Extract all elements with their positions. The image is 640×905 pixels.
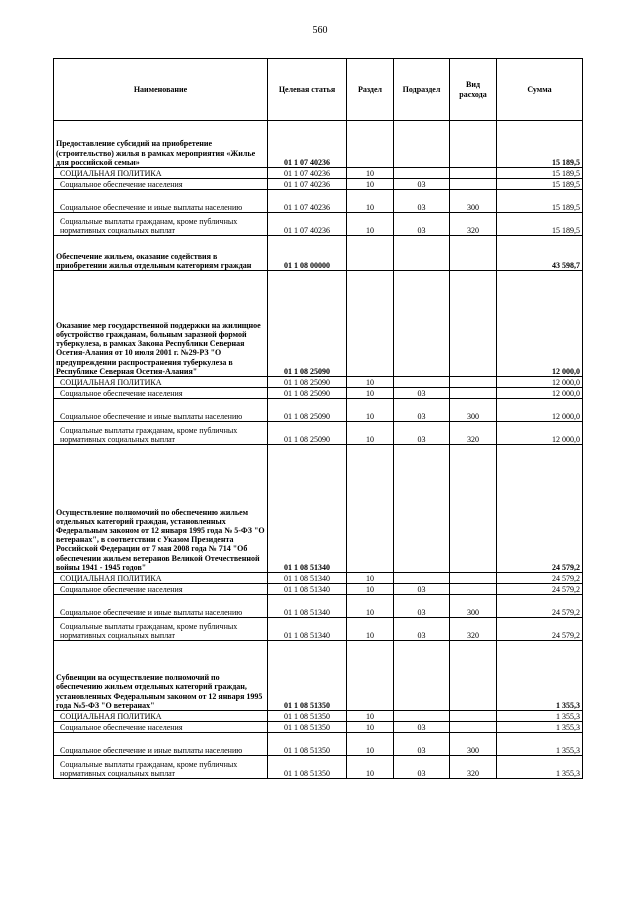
row-section (347, 121, 394, 168)
row-section: 10 (347, 190, 394, 213)
row-amount: 15 189,5 (497, 213, 583, 236)
row-target: 01 1 08 25090 (268, 271, 347, 377)
row-target: 01 1 08 51350 (268, 722, 347, 733)
row-target: 01 1 08 51340 (268, 595, 347, 618)
row-amount: 15 189,5 (497, 179, 583, 190)
row-expense-type (450, 271, 497, 377)
row-section (347, 641, 394, 711)
row-target: 01 1 08 51340 (268, 618, 347, 641)
row-expense-type: 300 (450, 190, 497, 213)
row-subsection (394, 445, 450, 573)
row-expense-type (450, 168, 497, 179)
row-target: 01 1 07 40236 (268, 179, 347, 190)
table-row (54, 756, 583, 779)
row-name: Социальные выплаты гражданам, кроме публичных нормативных социальных выплат (54, 422, 268, 445)
row-amount: 24 579,2 (497, 445, 583, 573)
row-name: Осуществление полномочий по обеспечению жильем отдельных категорий граждан, установленных Федеральным законом от 12 января 1995 года № 5-ФЗ "О ветеранах", в соответствии с Указом Президента Российской Федерации от 7 мая 2008 года № 714 "Об обеспечении жильем ветеранов Великой Отечественной войны 1941 - 1945 годов" (54, 445, 268, 573)
row-amount: 12 000,0 (497, 377, 583, 388)
row-subsection: 03 (394, 179, 450, 190)
row-expense-type: 300 (450, 733, 497, 756)
row-amount: 15 189,5 (497, 168, 583, 179)
row-amount: 12 000,0 (497, 271, 583, 377)
row-subsection (394, 168, 450, 179)
row-target: 01 1 08 00000 (268, 236, 347, 271)
row-expense-type (450, 641, 497, 711)
row-section: 10 (347, 179, 394, 190)
row-amount: 12 000,0 (497, 388, 583, 399)
row-section: 10 (347, 168, 394, 179)
row-name: СОЦИАЛЬНАЯ ПОЛИТИКА (54, 168, 268, 179)
row-expense-type (450, 388, 497, 399)
row-section: 10 (347, 573, 394, 584)
row-subsection: 03 (394, 388, 450, 399)
row-section: 10 (347, 584, 394, 595)
row-section (347, 236, 394, 271)
row-name: Социальное обеспечение населения (54, 722, 268, 733)
table-row (54, 641, 583, 711)
row-amount: 15 189,5 (497, 190, 583, 213)
row-amount: 24 579,2 (497, 584, 583, 595)
row-subsection (394, 377, 450, 388)
row-section: 10 (347, 213, 394, 236)
table-row (54, 213, 583, 236)
row-name: Оказание мер государственной поддержки на жилищное обустройство гражданам, больным заразной формой туберкулеза, в рамках Закона Республики Северная Осетия-Алания от 10 июля 2001 г. №29-РЗ "О предупреждении распространения туберкулеза в Республике Северная Осетия-Алания" (54, 271, 268, 377)
row-target: 01 1 08 51340 (268, 584, 347, 595)
row-expense-type (450, 236, 497, 271)
row-name: Обеспечение жильем, оказание содействия в приобретении жилья отдельным категориям граждан (54, 236, 268, 271)
row-name: Социальное обеспечение населения (54, 179, 268, 190)
table-row (54, 121, 583, 168)
row-name: Социальные выплаты гражданам, кроме публичных нормативных социальных выплат (54, 756, 268, 779)
row-amount: 1 355,3 (497, 722, 583, 733)
row-section: 10 (347, 733, 394, 756)
row-name: СОЦИАЛЬНАЯ ПОЛИТИКА (54, 711, 268, 722)
table-row (54, 733, 583, 756)
page-number: 560 (312, 25, 328, 36)
budget-table (53, 58, 583, 779)
row-subsection: 03 (394, 584, 450, 595)
row-section: 10 (347, 618, 394, 641)
row-expense-type: 320 (450, 422, 497, 445)
row-subsection (394, 711, 450, 722)
row-subsection: 03 (394, 595, 450, 618)
row-name: Социальное обеспечение и иные выплаты населению (54, 399, 268, 422)
row-target: 01 1 08 51340 (268, 445, 347, 573)
row-target: 01 1 08 51350 (268, 641, 347, 711)
header-expense-type: Вид расхода (450, 59, 497, 121)
table-row (54, 271, 583, 377)
row-target: 01 1 08 25090 (268, 422, 347, 445)
row-subsection (394, 641, 450, 711)
row-subsection: 03 (394, 213, 450, 236)
row-amount: 1 355,3 (497, 641, 583, 711)
row-name: Предоставление субсидий на приобретение (строительство) жилья в рамках мероприятия «Жилье для российской семьи» (54, 121, 268, 168)
row-section: 10 (347, 399, 394, 422)
table-row (54, 168, 583, 179)
row-section: 10 (347, 711, 394, 722)
row-expense-type (450, 121, 497, 168)
row-name: СОЦИАЛЬНАЯ ПОЛИТИКА (54, 573, 268, 584)
row-expense-type: 320 (450, 618, 497, 641)
row-subsection (394, 573, 450, 584)
row-amount: 43 598,7 (497, 236, 583, 271)
row-name: Субвенции на осуществление полномочий по обеспечению жильем отдельных категорий граждан, установленных Федеральным законом от 12 января 1995 года №5-ФЗ "О ветеранах" (54, 641, 268, 711)
row-expense-type: 320 (450, 756, 497, 779)
row-section: 10 (347, 377, 394, 388)
row-expense-type (450, 722, 497, 733)
table-row (54, 179, 583, 190)
row-amount: 1 355,3 (497, 711, 583, 722)
table-row (54, 190, 583, 213)
table-row (54, 595, 583, 618)
row-expense-type: 300 (450, 399, 497, 422)
row-amount: 24 579,2 (497, 573, 583, 584)
row-expense-type (450, 377, 497, 388)
table-row (54, 711, 583, 722)
row-amount: 15 189,5 (497, 121, 583, 168)
row-section: 10 (347, 722, 394, 733)
row-name: Социальное обеспечение и иные выплаты населению (54, 733, 268, 756)
row-expense-type (450, 179, 497, 190)
table-row (54, 236, 583, 271)
row-expense-type (450, 711, 497, 722)
row-amount: 12 000,0 (497, 399, 583, 422)
header-target: Целевая статья (268, 59, 347, 121)
row-expense-type: 320 (450, 213, 497, 236)
row-name: Социальные выплаты гражданам, кроме публичных нормативных социальных выплат (54, 618, 268, 641)
row-name: Социальное обеспечение и иные выплаты населению (54, 595, 268, 618)
row-subsection (394, 236, 450, 271)
row-target: 01 1 08 51350 (268, 756, 347, 779)
table-row (54, 422, 583, 445)
row-expense-type: 300 (450, 595, 497, 618)
row-target: 01 1 07 40236 (268, 190, 347, 213)
row-target: 01 1 07 40236 (268, 213, 347, 236)
header-name: Наименование (54, 59, 268, 121)
row-section: 10 (347, 595, 394, 618)
table-row (54, 388, 583, 399)
header-row (54, 59, 583, 121)
row-section: 10 (347, 422, 394, 445)
row-subsection (394, 271, 450, 377)
row-section: 10 (347, 756, 394, 779)
row-name: Социальное обеспечение и иные выплаты населению (54, 190, 268, 213)
row-amount: 24 579,2 (497, 618, 583, 641)
row-section (347, 445, 394, 573)
row-subsection: 03 (394, 422, 450, 445)
row-name: Социальное обеспечение населения (54, 584, 268, 595)
table-row (54, 584, 583, 595)
row-amount: 1 355,3 (497, 733, 583, 756)
row-amount: 12 000,0 (497, 422, 583, 445)
row-target: 01 1 07 40236 (268, 121, 347, 168)
row-target: 01 1 08 25090 (268, 377, 347, 388)
row-target: 01 1 07 40236 (268, 168, 347, 179)
row-name: Социальное обеспечение населения (54, 388, 268, 399)
row-expense-type (450, 573, 497, 584)
row-expense-type (450, 584, 497, 595)
row-expense-type (450, 445, 497, 573)
row-subsection: 03 (394, 399, 450, 422)
row-target: 01 1 08 25090 (268, 399, 347, 422)
row-target: 01 1 08 51350 (268, 711, 347, 722)
row-amount: 24 579,2 (497, 595, 583, 618)
table-row (54, 722, 583, 733)
row-subsection: 03 (394, 722, 450, 733)
row-target: 01 1 08 25090 (268, 388, 347, 399)
row-subsection: 03 (394, 733, 450, 756)
row-subsection: 03 (394, 618, 450, 641)
header-section: Раздел (347, 59, 394, 121)
table-row (54, 399, 583, 422)
row-amount: 1 355,3 (497, 756, 583, 779)
header-amount: Сумма (497, 59, 583, 121)
table-row (54, 445, 583, 573)
row-section: 10 (347, 388, 394, 399)
row-target: 01 1 08 51350 (268, 733, 347, 756)
table-row (54, 573, 583, 584)
row-subsection (394, 121, 450, 168)
table-row (54, 377, 583, 388)
row-section (347, 271, 394, 377)
header-subsection: Подраздел (394, 59, 450, 121)
row-name: Социальные выплаты гражданам, кроме публичных нормативных социальных выплат (54, 213, 268, 236)
row-name: СОЦИАЛЬНАЯ ПОЛИТИКА (54, 377, 268, 388)
row-target: 01 1 08 51340 (268, 573, 347, 584)
row-subsection: 03 (394, 190, 450, 213)
table-row (54, 618, 583, 641)
row-subsection: 03 (394, 756, 450, 779)
